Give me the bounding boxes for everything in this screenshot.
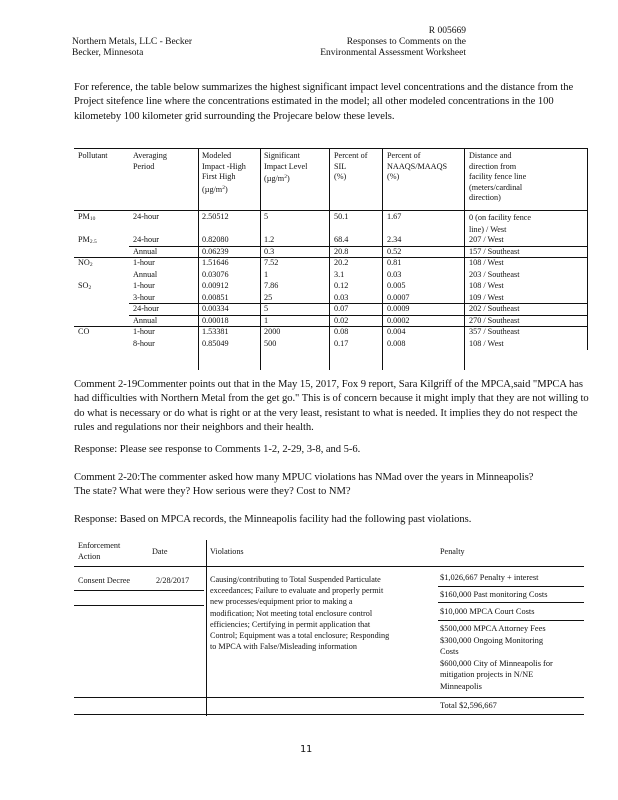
percent-sil-cell: 0.08 [334, 327, 349, 336]
header-line: direction) [469, 193, 501, 203]
penalty-rule [438, 602, 584, 603]
table-row [74, 293, 587, 304]
sil-cell: 5 [264, 212, 269, 221]
percent-sil-cell: 68.4 [334, 235, 349, 244]
pollutant-cell: $NO_2$ [78, 258, 93, 268]
averaging-period-cell: Annual [133, 315, 158, 325]
distance-cell: 202 / Southeast [469, 304, 520, 313]
table-row [74, 258, 587, 269]
averaging-period-cell: 3-hour [133, 292, 155, 302]
averaging-period-cell: Annual [133, 246, 158, 256]
header-line: Impact -High [202, 161, 246, 171]
superscript: 2 [284, 174, 287, 181]
distance-cell: 108 / West [469, 258, 504, 267]
intro-paragraph: For reference, the table below summarizes the highest significant impact level concentrations and the distance from the Project sitefence line where the concentrations estimated in the model; all other modeled concentrations in the 100 kilometeby 100 kilometer grid surrounding the Projecare below these levels. [74, 82, 574, 122]
column-header-penalty: Penalty [440, 547, 465, 556]
column-rule [260, 148, 261, 370]
percent-naaqs-cell: 0.004 [387, 327, 406, 336]
column-rule [587, 148, 588, 350]
modeled-impact-cell: 2.50512 [202, 212, 229, 221]
percent-naaqs-cell: 0.52 [387, 246, 402, 256]
table-row [74, 339, 587, 350]
percent-sil-cell: 50.1 [334, 212, 349, 221]
header-line: NAAQS/MAAQS [387, 161, 448, 171]
sil-cell: 5 [264, 304, 269, 313]
distance-cell: 109 / West [469, 292, 504, 302]
table-row [74, 304, 587, 315]
row-rule [129, 315, 587, 316]
comment-2-20-response: Response: Based on MPCA records, the Minneapolis facility had the following past violations. [74, 514, 472, 525]
header-line: $(\mu g/m^2)$ [202, 184, 228, 194]
table-row [74, 281, 587, 292]
averaging-period-cell: 24-hour [133, 235, 159, 244]
violation-line: modification; Not meeting total enclosure control [210, 608, 373, 618]
percent-sil-cell: 3.1 [334, 269, 345, 279]
header-right-line1: Responses to Comments on the [346, 37, 466, 47]
column-rule [464, 148, 465, 370]
column-rule [329, 148, 330, 370]
distance-line: line) / West [469, 224, 507, 234]
header-line: SIL [334, 161, 347, 171]
header-line: direction from [469, 161, 517, 171]
table-row [74, 270, 587, 281]
header-bottom-border [74, 566, 584, 567]
table-bottom-border [74, 714, 584, 715]
pollutant-cell: $PM_{2.5}$ [78, 235, 97, 245]
subscript: 2.5 [89, 239, 97, 245]
header-line: Period [133, 161, 155, 171]
distance-cell: 270 / Southeast [469, 315, 520, 325]
header-line: First High [202, 172, 236, 182]
row-rule [74, 697, 584, 698]
modeled-impact-cell: 0.85049 [202, 338, 229, 348]
penalty-item: $300,000 Ongoing Monitoring [440, 635, 544, 645]
header-line: Significant [264, 151, 300, 160]
pollutant-cell: $PM_{10}$ [78, 212, 96, 222]
percent-naaqs-cell: 0.008 [387, 338, 406, 348]
column-rule [382, 148, 383, 370]
percent-sil-cell: 0.07 [334, 304, 349, 313]
modeled-impact-cell: 0.00334 [202, 304, 229, 313]
percent-sil-cell: 0.03 [334, 292, 349, 302]
penalty-item: $600,000 City of Minneapolis for [440, 658, 553, 668]
percent-naaqs-cell: 0.0007 [387, 292, 410, 302]
sil-cell: 2000 [264, 327, 281, 336]
distance-cell [469, 212, 531, 236]
column-header-enforcement-action [78, 541, 120, 562]
header-right-line2: Environmental Assessment Worksheet [320, 48, 466, 58]
modeled-impact-cell: 0.00018 [202, 315, 229, 325]
comment-2-20: Comment 2-20:The commenter asked how many MPUC violations has NMad over the years in Minneapolis? The state? What were they? How serious were they? Cost to NM? [74, 472, 534, 498]
header-line: Action [78, 551, 101, 561]
violation-line: efficiencies; Certifying in permit application that [210, 619, 371, 629]
header-line: Averaging [133, 151, 167, 160]
penalty-item: Minneapolis [440, 681, 482, 691]
distance-cell: 207 / West [469, 235, 504, 244]
percent-sil-cell: 0.17 [334, 338, 349, 348]
violations-cell [210, 574, 430, 652]
penalty-item: $1,026,667 Penalty + interest [440, 573, 539, 582]
sil-cell: 7.52 [264, 258, 279, 267]
percent-naaqs-cell: 1.67 [387, 212, 402, 221]
percent-naaqs-cell: 0.81 [387, 258, 402, 267]
column-rule [206, 540, 207, 716]
violation-line: Causing/contributing to Total Suspended Particulate [210, 575, 381, 584]
page-number: 11 [300, 744, 313, 755]
violation-line: new processes/equipment prior to making a [210, 597, 353, 607]
averaging-period-cell: 8-hour [133, 338, 155, 348]
header-left-line1: Northern Metals, LLC - Becker [72, 37, 193, 47]
averaging-period-cell: 1-hour [133, 327, 155, 336]
header-line: Impact Level [264, 161, 308, 171]
distance-cell: 203 / Southeast [469, 269, 520, 279]
violation-line: exceedances; Failure to evaluate and properly permit [210, 586, 384, 596]
percent-naaqs-cell: 2.34 [387, 235, 402, 244]
pollutant-cell: CO [78, 327, 90, 336]
column-header-violations: Violations [210, 547, 244, 556]
sil-cell: 1 [264, 315, 269, 325]
distance-cell: 108 / West [469, 338, 504, 348]
header-line: (%) [387, 172, 400, 182]
modeled-impact-cell: 0.00851 [202, 292, 229, 302]
column-header-date: Date [152, 547, 168, 556]
table-row [74, 327, 587, 338]
header-line: Percent of [334, 151, 368, 160]
penalty-item: $160,000 Past monitoring Costs [440, 590, 548, 599]
modeled-impact-cell: 0.03076 [202, 269, 229, 279]
header-line: Enforcement [78, 541, 121, 550]
row-rule [74, 257, 587, 258]
averaging-period-cell: 1-hour [133, 258, 155, 267]
percent-naaqs-cell: 0.005 [387, 281, 406, 290]
averaging-period-cell: 1-hour [133, 281, 155, 290]
row-rule [129, 303, 587, 304]
percent-sil-cell: 0.12 [334, 281, 349, 290]
date-cell: 2/28/2017 [156, 576, 190, 585]
modeled-impact-cell: 0.82080 [202, 235, 229, 244]
header-line: $(\mu g/m^2)$ [264, 174, 290, 184]
penalty-item: $500,000 MPCA Attorney Fees [440, 624, 546, 633]
header-line: Modeled [202, 151, 232, 160]
penalty-total: Total $2,596,667 [440, 701, 497, 710]
header-line: Percent of [387, 151, 421, 160]
penalty-item: Costs [440, 647, 459, 656]
penalty-rule [438, 620, 584, 621]
pollutant-cell: $SO_2$ [78, 281, 92, 291]
subscript: 10 [89, 216, 96, 222]
averaging-period-cell: Annual [133, 269, 158, 279]
violation-line: to MPCA with False/Misleading information [210, 642, 357, 652]
violation-line: Control; Equipment was a total enclosure; Responding [210, 631, 390, 641]
row-rule [74, 590, 204, 591]
sil-cell: 0.3 [264, 246, 275, 256]
header-line: Distance and [469, 151, 512, 160]
comment-2-19-response: Response: Please see response to Comments 1-2, 2-29, 3-8, and 5-6. [74, 444, 361, 455]
penalty-item: mitigation projects in N/NE [440, 670, 534, 679]
comment-2-19: Comment 2-19Commenter points out that in the May 15, 2017, Fox 9 report, Sara Kilgriff of the MPCA,said "MPCA has had difficulties with Northern Metal from the get go." This is of concern because it might imply that they are not willing to do what is necessary or do what is right or at the very least, resistant to what is needed. It implies they do not respect the rules and regulations nor their neighbors and their health. [74, 379, 589, 433]
impact-table-body [74, 148, 587, 388]
penalty-item: $10,000 MPCA Court Costs [440, 607, 535, 616]
modeled-impact-cell: 0.06239 [202, 246, 229, 256]
distance-line: 0 (on facility fence [469, 213, 532, 222]
distance-cell: 157 / Southeast [469, 246, 520, 256]
column-rule [198, 148, 199, 370]
penalty-rule [438, 586, 584, 587]
table-row [74, 247, 587, 258]
page-header [0, 0, 618, 60]
table-row [74, 212, 587, 234]
header-line: (%) [334, 172, 347, 182]
row-rule [129, 246, 587, 247]
row-rule [74, 326, 587, 327]
sil-cell: 1.2 [264, 235, 275, 244]
header-line: Pollutant [78, 151, 108, 160]
sil-cell: 500 [264, 338, 277, 348]
percent-naaqs-cell: 0.0009 [387, 304, 410, 313]
header-line: facility fence line [469, 172, 527, 182]
averaging-period-cell: 24-hour [133, 212, 159, 221]
modeled-impact-cell: 0.00912 [202, 281, 229, 290]
table-row [74, 235, 587, 246]
modeled-impact-cell: 1.53381 [202, 327, 229, 336]
percent-naaqs-cell: 0.0002 [387, 315, 410, 325]
distance-cell: 108 / West [469, 281, 504, 290]
enforcement-action-cell: Consent Decree [78, 576, 131, 585]
averaging-period-cell: 24-hour [133, 304, 159, 313]
distance-cell: 357 / Southeast [469, 327, 520, 336]
percent-sil-cell: 20.8 [334, 246, 349, 256]
header-left-line2: Becker, Minnesota [72, 48, 144, 58]
sil-cell: 1 [264, 269, 269, 279]
header-line: (meters/cardinal [469, 182, 523, 192]
superscript: 2 [222, 184, 225, 191]
subscript: 2 [89, 262, 93, 268]
percent-naaqs-cell: 0.03 [387, 269, 402, 279]
sil-cell: 7.86 [264, 281, 279, 290]
document-id: R 005669 [428, 26, 466, 36]
percent-sil-cell: 0.02 [334, 315, 349, 325]
table-row [74, 316, 587, 327]
modeled-impact-cell: 1.51646 [202, 258, 229, 267]
row-rule [74, 605, 204, 606]
sil-cell: 25 [264, 292, 273, 302]
percent-sil-cell: 20.2 [334, 258, 349, 267]
subscript: 2 [88, 285, 92, 291]
